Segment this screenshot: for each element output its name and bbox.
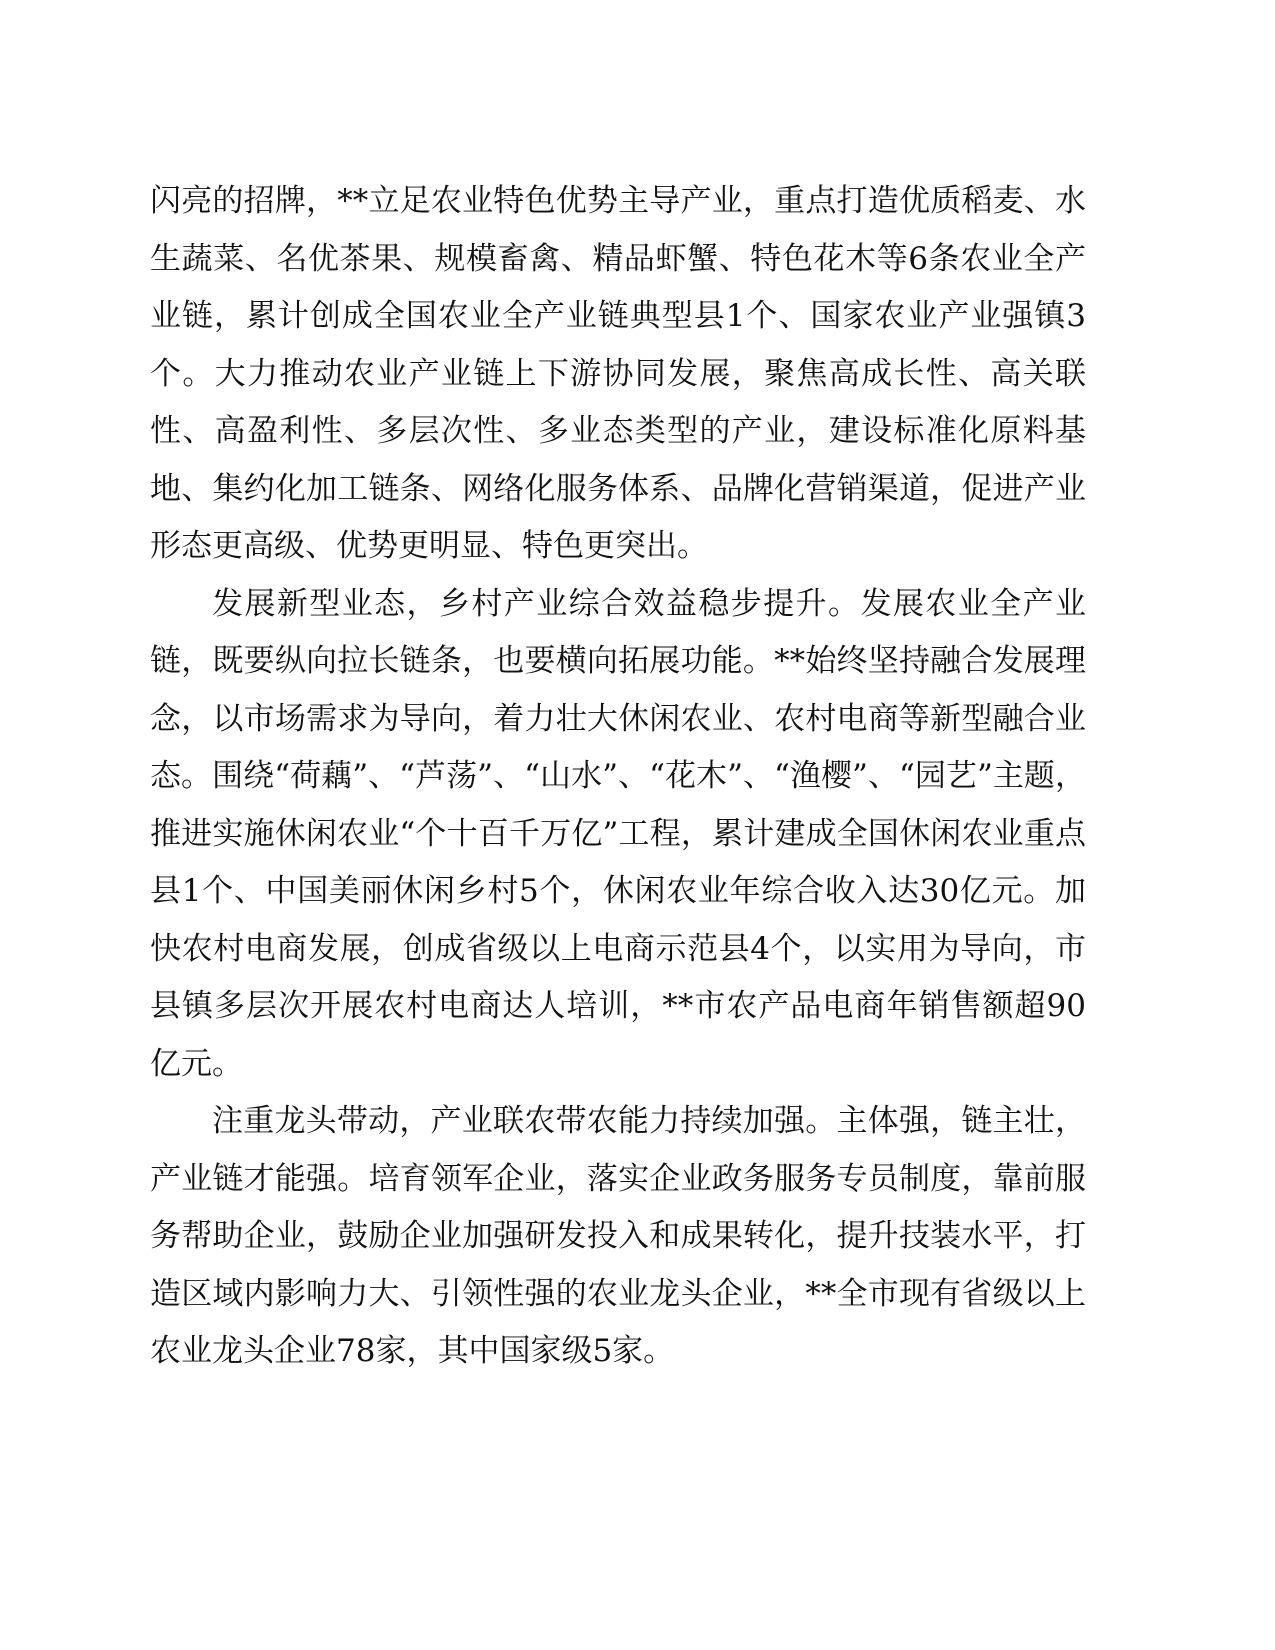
paragraph-industry-chain: 闪亮的招牌，**立足农业特色优势主导产业，重点打造优质稻麦、水生蔬菜、名优茶果、规模畜禽、精品虾蟹、特色花木等6条农业全产业链，累计创成全国农业全产业链典型县1个、国家农业产业强镇3个。大力推动农业产业链上下游协同发展，聚焦高成长性、高关联性、高盈利性、多层次性、多业态类型的产业，建设标准化原料基地、集约化加工链条、网络化服务体系、品牌化营销渠道，促进产业形态更高级、优势更明显、特色更突出。 [150, 183, 1086, 564]
paragraph-leading-enterprises: 注重龙头带动，产业联农带农能力持续加强。主体强，链主壮，产业链才能强。培育领军企业，落实企业政务服务专员制度，靠前服务帮助企业，鼓励企业加强研发投入和成果转化，提升技装水平，打造区域内影响力大、引领性强的农业龙头企业，**全市现有省级以上农业龙头企业78家，其中国家级5家。 [150, 1103, 1086, 1369]
document-page [150, 173, 1086, 1381]
paragraph-new-business-forms: 发展新型业态，乡村产业综合效益稳步提升。发展农业全产业链，既要纵向拉长链条，也要横向拓展功能。**始终坚持融合发展理念，以市场需求为导向，着力壮大休闲农业、农村电商等新型融合业态。围绕“荷藕”、“芦荡”、“山水”、“花木”、“渔樱”、“园艺”主题，推进实施休闲农业“个十百千万亿”工程，累计建成全国休闲农业重点县1个、中国美丽休闲乡村5个，休闲农业年综合收入达30亿元。加快农村电商发展，创成省级以上电商示范县4个，以实用为导向，市县镇多层次开展农村电商达人培训，**市农产品电商年销售额超90亿元。 [150, 585, 1086, 1082]
